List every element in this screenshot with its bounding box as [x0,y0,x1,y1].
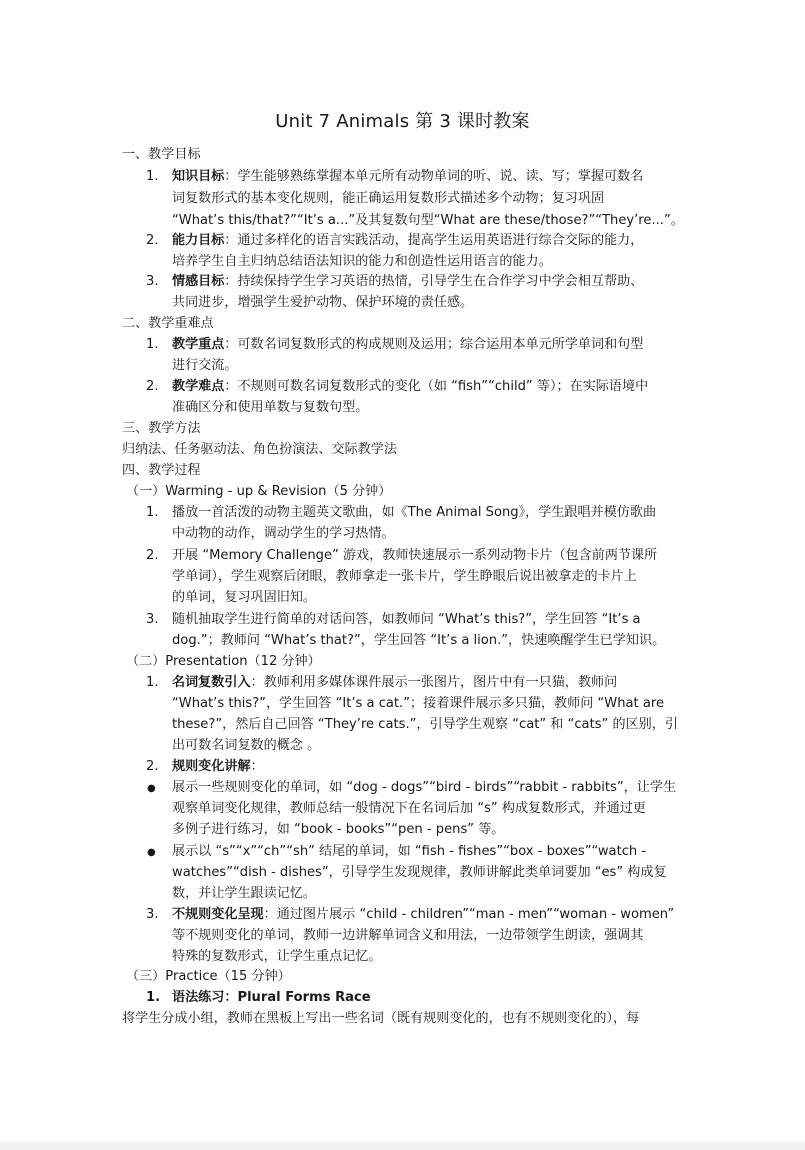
list-item-difficult-point [172,376,648,398]
text-line: 出可数名词复数的概念 。 [172,738,321,753]
text-line: 的单词，复习巩固旧知。 [172,590,317,605]
section-heading-goals: 一、教学目标 [122,147,201,162]
text-line: 将学生分成小组，教师在黑板上写出一些名词（既有规则变化的，也有不规则变化的），每 [122,1011,640,1026]
text-line: ：通过图片展示 “child - children”“man - men”“woman - women” [263,907,675,922]
text-line: 观察单词变化规律，教师总结一般情况下在名词后加 “s” 构成复数形式，并通过更 [172,801,646,816]
methods-text: 归纳法、任务驱动法、角色扮演法、交际教学法 [122,442,397,457]
list-item-irregular [172,904,674,926]
bullet-icon: ● [147,783,156,794]
text-line: 培养学生自主归纳总结语法知识的能力和创造性运用语言的能力。 [172,254,552,269]
list-item-regular-rules [172,756,264,778]
subheading-practice: （三）Practice（15 分钟） [126,969,291,984]
list-number: 3. [146,612,159,627]
list-item-key-point [172,334,643,356]
text-line: these?”，然后自己回答 “They’re cats.”，引导学生观察 “cat” 和 “cats” 的区别，引 [172,717,678,732]
list-item-knowledge-goal [172,166,643,188]
list-number: 1. [146,675,159,690]
label-emotion-goal: 情感目标 [172,274,225,289]
subheading-presentation: （二）Presentation（12 分钟） [126,654,321,669]
practice-item-title: 语法练习：Plural Forms Race [172,990,371,1005]
text-line: ：学生能够熟练掌握本单元所有动物单词的听、说、读、写；掌握可数名 [224,169,644,184]
list-number: 2. [146,759,159,774]
label-regular-rules: 规则变化讲解 [172,759,251,774]
subheading-warmup: （一）Warming - up & Revision（5 分钟） [126,484,392,499]
text-line: 播放一首活泼的动物主题英文歌曲，如《The Animal Song》，学生跟唱并模仿歌曲 [172,505,657,520]
text-line: ：持续保持学生学习英语的热情，引导学生在合作学习中学会相互帮助、 [224,274,644,289]
list-number: 1. [146,337,159,352]
list-number: 2. [146,233,159,248]
label-irregular: 不规则变化呈现 [172,907,264,922]
text-line: 等不规则变化的单词，教师一边讲解单词含义和用法，一边带领学生朗读，强调其 [172,928,644,943]
list-item-emotion-goal [172,271,643,293]
section-heading-keypoints: 二、教学重难点 [122,316,214,331]
label-ability-goal: 能力目标 [172,233,225,248]
text-line: dog.”；教师问 “What’s that?”，学生回答 “It’s a lion.”，快速唤醒学生已学知识。 [172,633,666,648]
text-line: 多例子进行练习，如 “book - books”“pen - pens” 等。 [172,822,505,837]
label-difficult-point: 教学难点 [172,379,225,394]
text-line: 学单词），学生观察后闭眼，教师拿走一张卡片，学生睁眼后说出被拿走的卡片上 [172,569,637,584]
text-line: 数，并让学生跟读记忆。 [172,886,317,901]
text-line: ：通过多样化的语言实践活动，提高学生运用英语进行综合交际的能力， [224,233,644,248]
list-number: 2. [146,379,159,394]
section-heading-process: 四、教学过程 [122,463,201,478]
text-line: ：不规则可数名词复数形式的变化（如 “fish”“child” 等）；在实际语境中 [224,379,649,394]
text-line: ：可数名词复数形式的构成规则及运用；综合运用本单元所学单词和句型 [224,337,644,352]
text-line: 共同进步，增强学生爱护动物、保护环境的责任感。 [172,295,474,310]
list-number: 3. [146,274,159,289]
text-colon: ： [250,759,264,774]
list-item-plural-intro [172,672,617,694]
text-line: ：教师利用多媒体课件展示一张图片，图片中有一只猫，教师问 [250,675,618,690]
list-number: 1. [146,505,159,520]
bullet-icon: ● [147,847,156,858]
section-heading-methods: 三、教学方法 [122,421,201,436]
text-line: watches”“dish - dishes”，引导学生发现规律，教师讲解此类单词要加 “es” 构成复 [172,865,667,880]
text-line: 进行交流。 [172,358,238,373]
text-line: 开展 “Memory Challenge” 游戏，教师快速展示一系列动物卡片（包含前两节课所 [172,548,658,563]
text-line: 展示一些规则变化的单词，如 “dog - dogs”“bird - birds”“rabbit - rabbits”，让学生 [172,780,677,795]
text-line: 准确区分和使用单数与复数句型。 [172,400,369,415]
label-plural-intro: 名词复数引入 [172,675,251,690]
document-title: Unit 7 Animals 第 3 课时教案 [275,111,530,132]
label-key-point: 教学重点 [172,337,225,352]
page-bottom-edge [0,1142,805,1150]
list-number: 1. [146,990,161,1005]
label-knowledge-goal: 知识目标 [172,169,225,184]
text-line: 词复数形式的基本变化规则，能正确运用复数形式描述多个动物；复习巩固 [172,191,605,206]
text-line: 特殊的复数形式，让学生重点记忆。 [172,949,382,964]
list-item-ability-goal [172,230,643,252]
list-number: 1. [146,169,159,184]
text-line: “What’s this/that?”“It’s a...”及其复数句型“What are these/those?”“They’re...”。 [172,213,684,228]
list-number: 3. [146,907,159,922]
text-line: “What’s this?”，学生回答 “It’s a cat.”；接着课件展示多只猫，教师问 “What are [172,696,664,711]
text-line: 中动物的动作，调动学生的学习热情。 [172,526,395,541]
text-line: 随机抽取学生进行简单的对话问答，如教师问 “What’s this?”，学生回答 “It’s a [172,612,641,627]
list-number: 2. [146,548,159,563]
text-line: 展示以 “s”“x”“ch”“sh” 结尾的单词，如 “fish - fishes”“box - boxes”“watch - [172,844,647,859]
